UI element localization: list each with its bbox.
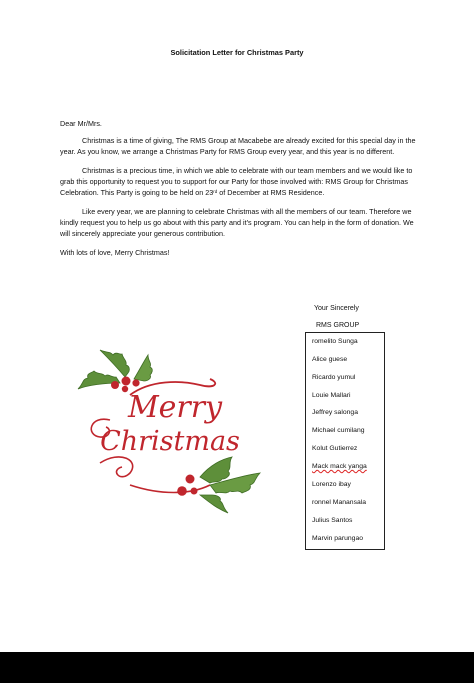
signatory-name: ronnel Manansala — [312, 499, 367, 506]
letter-body — [60, 118, 418, 266]
paragraph-1: Christmas is a time of giving, The RMS Group at Macabebe are already excited for this special day in the year. As you know, we arrange a Christmas Party for RMS Group every year, and this year is no different. — [60, 136, 416, 156]
signatory-name: Julius Santos — [312, 517, 353, 524]
signatory-name: Jeffrey salonga — [312, 409, 358, 416]
group-name: RMS GROUP — [316, 322, 360, 329]
signatories-box — [305, 332, 385, 550]
merry-word: Merry — [127, 390, 223, 425]
signatory-name: romelito Sunga — [312, 338, 358, 345]
paragraph-2-text-end: of December at RMS Residence. — [217, 188, 325, 197]
signatory-name: Ricardo yumul — [312, 374, 356, 381]
merry-christmas-decoration — [70, 345, 280, 515]
closing-line: With lots of love, Merry Christmas! — [60, 248, 170, 257]
paragraph-3: Like every year, we are planning to celebrate Christmas with all the members of our team. Therefore we kindly request you to help us go about with this party and it's program. You can help in the form of donation. We will sincerely appreciate your generous contribution. — [60, 207, 414, 238]
holly-berries-bottom-icon — [177, 475, 197, 496]
signatory-name: Alice guese — [312, 356, 348, 363]
paragraph-2-text: Christmas is a precious time, in which we able to celebrate with our team members and we would like to grab this opportunity to request you to support for our Party for those involved with: RMS Group for Christmas Celebration. This Party is going to be held on 23 — [60, 166, 413, 197]
letter-title: Solicitation Letter for Christmas Party — [170, 48, 304, 57]
paragraph-2-superscript: rd — [213, 189, 218, 194]
sign-off: Your Sincerely — [314, 305, 359, 312]
signatory-name: Kolut Gutierrez — [312, 445, 358, 452]
signatory-name: Lorenzo ibay — [312, 481, 351, 488]
signatory-name: Michael cumilang — [312, 427, 365, 434]
signatory-name: Marvin parungao — [312, 535, 364, 542]
paragraph-2 — [60, 165, 418, 198]
signatory-name: Mack mack yanga — [312, 463, 367, 470]
salutation: Dear Mr/Mrs. — [60, 119, 102, 128]
christmas-word: Christmas — [100, 426, 240, 457]
signatory-name: Louie Mallari — [312, 392, 351, 399]
